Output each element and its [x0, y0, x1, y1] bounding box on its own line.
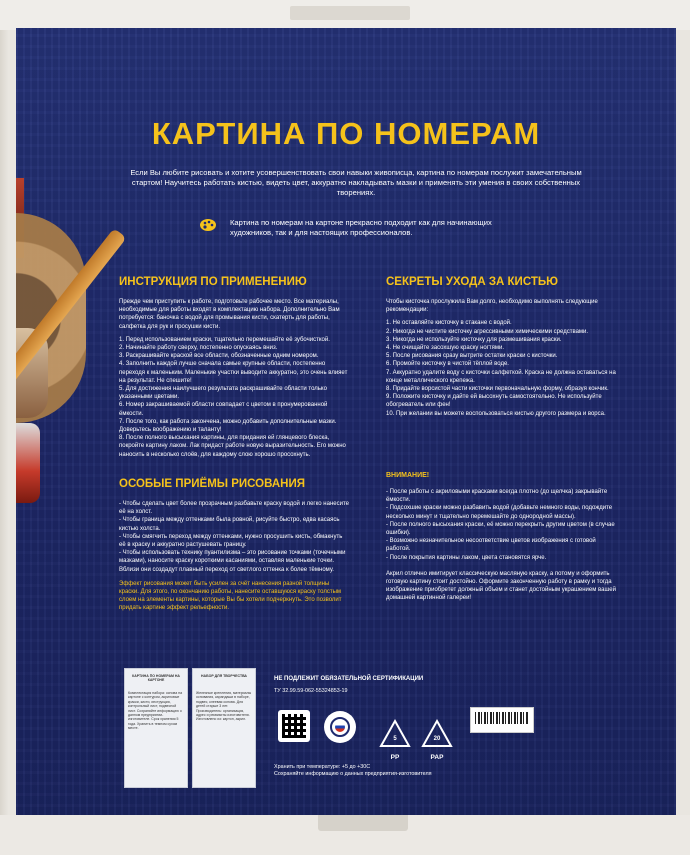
- instructions-body: [119, 298, 349, 459]
- card-2-title: НАБОР ДЛЯ ТВОРЧЕСТВА: [201, 674, 247, 678]
- attention-item: - После работы с акриловыми красками всегда плотно (до щелчка) закрывайте ёмкости.: [386, 489, 608, 504]
- instruction-step: 3. Раскрашивайте краской все области, обозначенные одним номером.: [119, 353, 319, 360]
- attention-item: - После покрытия картины лаком, цвета становятся ярче.: [386, 554, 547, 561]
- techniques-body: [119, 500, 349, 613]
- recycle-pp-number: 5: [393, 736, 397, 742]
- instruction-step: 8. После полного высыхания картины, для придания ей глянцевого блеска, покройте картину лаком. Лак придаст работе новую выразительность. Его можно наносить в несколько слоёв, для каждому слою хорошо просохнуть.: [119, 435, 346, 458]
- care-lead: Чтобы кисточка прослужила Вам долго, необходимо выполнять следующие рекомендации:: [386, 299, 598, 314]
- care-item: 5. После рисования сразу вытрите остатки краски с кисточки.: [386, 353, 558, 360]
- red-brush-image: [16, 423, 40, 503]
- instruction-step: 1. Перед использованием краски, тщательно перемешайте её зубочисткой.: [119, 336, 330, 343]
- box-bottom-flap: [318, 815, 408, 831]
- instructions-lead: Прежде чем приступить к работе, подготовьте рабочее место. Все материалы, необходимые для работы входят в комплектацию набора. Дополнительно Вам потребуется: баночка с водой для промывания кисти, скатерть для работы, салфетка для рук и просушки кисти.: [119, 299, 340, 330]
- intro-text: Если Вы любите рисовать и хотите усовершенствовать свои навыки живописца, картина по номерам послужит замечательным стартом! Научитесь работать кистью, видеть цвет, аккуратно накладывать мазки и применять эти умения в своих собственных творениях.: [130, 168, 582, 197]
- instruction-step: 4. Заполнить каждой лучше сначала самые крупные области, постепенно переходя к маленьким. Маленькие участки выводите аккуратно, это очень влияет на результат. Не спешите!: [119, 361, 348, 384]
- care-item: 1. Не оставляйте кисточку в стакане с водой.: [386, 320, 512, 327]
- recycle-pap-icon: [420, 718, 454, 752]
- care-body: [386, 298, 616, 418]
- attention-footer: Акрил отлично имитирует классическую масляную краску, а потому и оформить готовую картину стоит достойно. Оформите законченную работу в рамку и тогда изображение приобретет должный объем и станет достойным украшением вашей домашней картинной галереи!: [386, 570, 616, 602]
- cert-heading: НЕ ПОДЛЕЖИТ ОБЯЗАТЕЛЬНОЙ СЕРТИФИКАЦИИ: [274, 676, 424, 682]
- technique-item: - Чтобы сделать цвет более прозрачным разбавьте краску водой и легко нанесите её на холст.: [119, 501, 349, 516]
- page-title: КАРТИНА ПО НОМЕРАМ: [151, 116, 541, 151]
- card-2-body: Железные крепления, материалы основания, карандаши в наборе, подвес, клеевая основа. Для детей старше 3 лет. Производитель: организация, адрес и реквизиты изготовителя. Изготовлено из: картон, акрил.: [196, 691, 252, 722]
- care-item: 10. При желании вы можете воспользоваться кистью другого размера и ворса.: [386, 410, 606, 417]
- card-1-body: Комплектация набора: основа на картоне с контуром, акриловые краски, кисти, инструкция, контрольный лист, подвесной лист. Сохраняйте информацию о данном предприятии-изготовителе. Срок хранения 5 года. Хранить в темном сухом месте.: [128, 691, 183, 731]
- note-text: Картина по номерам на картоне прекрасно подходит как для начинающих художников, так и для настоящих профессионалов.: [230, 218, 492, 237]
- care-item: 4. Не очищайте засохшую краску ногтями.: [386, 345, 505, 352]
- recycle-pap-number: 20: [433, 736, 441, 742]
- care-item: 7. Аккуратно удалите воду с кисточки салфеткой. Краска не должна оставаться на конце металлического крепежа.: [386, 369, 616, 384]
- recycle-pap-label: PAP: [430, 754, 444, 761]
- instruction-step: 7. После того, как работа закончена, можно добавить дополнительные мазки. Доверьтесь воображению и таланту!: [119, 418, 337, 434]
- recycle-pp-label: PP: [390, 754, 400, 761]
- care-item: 6. Промойте кисточку в чистой тёплой воде.: [386, 361, 509, 368]
- recycle-pp-icon: [378, 718, 412, 752]
- box-bottom-edge: [0, 815, 690, 855]
- care-item: 3. Никогда не используйте кисточку для размешивания краски.: [386, 336, 562, 343]
- storage-text: Хранить при температуре: +5 до +30С Сохраняйте информацию о данных предприятия-изготовителя: [274, 764, 432, 777]
- instruction-step: 5. Для достижения наилучшего результата раскрашивайте области только указанными цветами.: [119, 386, 327, 401]
- attention-body: [386, 488, 616, 603]
- technique-item: - Чтобы граница между оттенками была ровной, рисуйте быстро, едва касаясь кистью холста.: [119, 517, 340, 532]
- barcode-icon: [475, 712, 529, 724]
- flag-icon: [335, 722, 345, 732]
- eac-logo: [324, 711, 356, 743]
- technique-item: - Чтобы использовать технику пуантилизма – это рисование точками (точечными мазками), наносите краску короткими касаниями, оставляя маленькие точки. Вблизи они создадут плавный переход от светлого оттенка к более тёмному.: [119, 550, 346, 573]
- tu-number: ТУ 32.99.59-062-55324853-19: [274, 688, 348, 694]
- info-card-2: [192, 668, 256, 788]
- qr-code: [278, 710, 310, 742]
- attention-item: - После полного высыхания краски, её можно перекрыть другим цветом (в случае ошибки).: [386, 521, 615, 537]
- technique-item: - Чтобы смягчить переход между оттенками, нужно просушить кисть, обмакнуть её в краску и аккуратно растушевать границу.: [119, 533, 343, 549]
- box-top-flap: [290, 6, 410, 20]
- palette-icon: [199, 218, 217, 232]
- techniques-heading: ОСОБЫЕ ПРИЁМЫ РИСОВАНИЯ: [119, 478, 305, 490]
- barcode-sticker: [470, 707, 534, 733]
- box-left-edge: [0, 0, 8, 855]
- attention-heading: ВНИМАНИЕ!: [386, 472, 430, 479]
- box-top-edge: [0, 0, 690, 30]
- care-item: 2. Никогда не чистите кисточку агрессивными химическими средствами.: [386, 328, 589, 335]
- attention-item: - Возможно незначительное несоответствие цветов изображения с готовой работой.: [386, 538, 596, 553]
- package-back-panel: [16, 28, 676, 818]
- card-1-title: КАРТИНА ПО НОМЕРАМ НА КАРТОНЕ: [132, 674, 180, 683]
- instructions-heading: ИНСТРУКЦИЯ ПО ПРИМЕНЕНИЮ: [119, 276, 307, 288]
- attention-item: - Подсохшие краски можно разбавить водой (добавьте немного воды, подождите несколько минут и тщательно перемешайте до однородной массы).: [386, 505, 613, 520]
- care-heading: СЕКРЕТЫ УХОДА ЗА КИСТЬЮ: [386, 276, 558, 288]
- care-item: 9. Положите кисточку и дайте ей высохнуть самостоятельно. Не используйте обогреватель или фен!: [386, 394, 602, 409]
- info-card-1: [124, 668, 188, 788]
- qr-pattern: [282, 714, 306, 738]
- instruction-step: 2. Начинайте работу сверху, постепенно опускаясь вниз.: [119, 345, 278, 352]
- instruction-step: 6. Номер закрашиваемой области совпадает с цветом в пронумерованной ёмкости.: [119, 402, 328, 417]
- technique-effect: Эффект рисования может быть усилен за счёт нанесения разной толщины краски. Для этого, по окончанию работы, нанесите оставшуюся краску толстым слоем на элементы картины, которые Вы бы хотели подчеркнуть. Это позволит придать картине эффект рельефности.: [119, 580, 342, 612]
- care-item: 8. Придайте ворсистой части кисточки первоначальную форму, образуя кончик.: [386, 386, 609, 393]
